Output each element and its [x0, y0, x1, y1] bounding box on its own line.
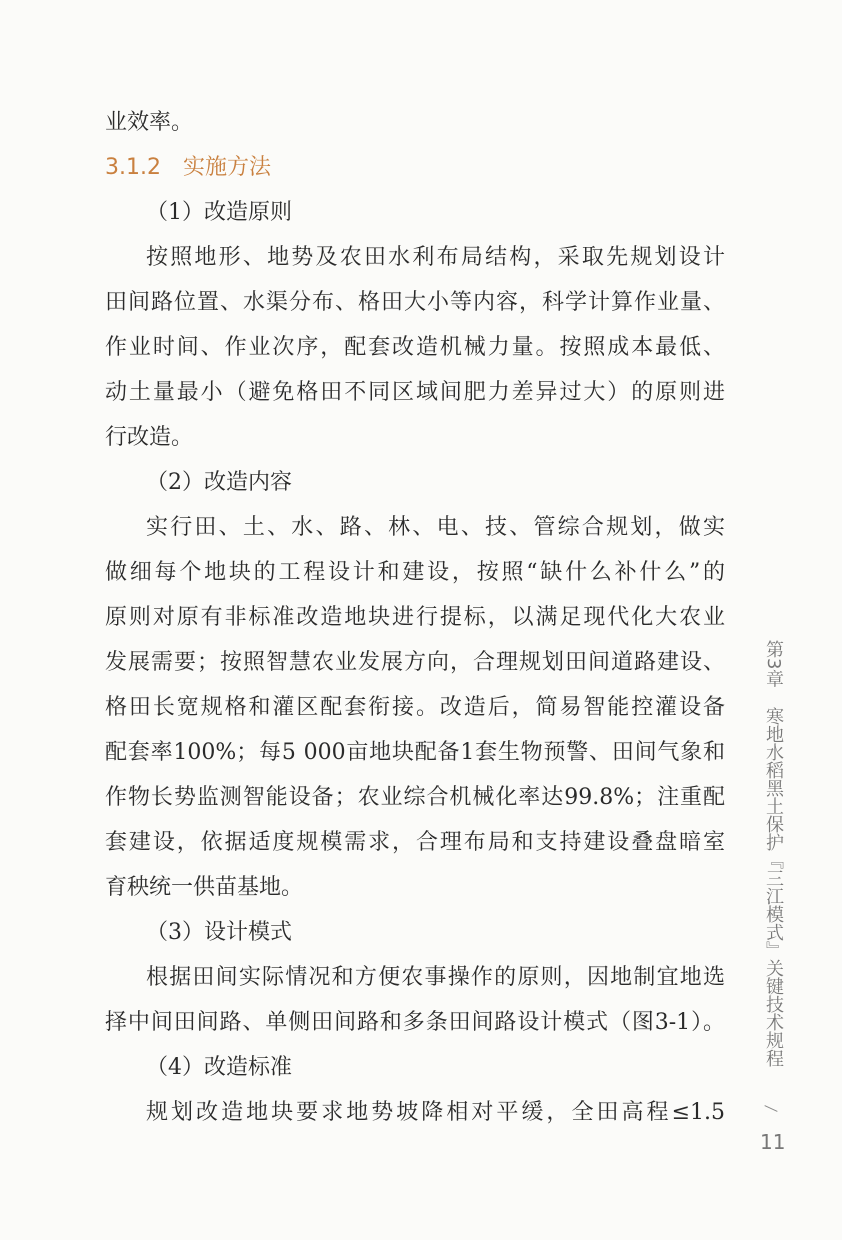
subheading: （3）设计模式 [146, 920, 292, 945]
section-heading [105, 145, 725, 190]
text-line: 业效率。 [105, 110, 194, 135]
text-line: 动土量最小（避免格田不同区域间肥力差异过大）的原则进 [105, 380, 725, 405]
chapter-title: 寒地水稻黑土保护『三江模式』关键技术规程 [763, 707, 784, 1068]
text-line: 套建设，依据适度规模需求，合理布局和支持建设叠盘暗室 [105, 830, 725, 855]
section-title: 实施方法 [182, 155, 271, 180]
text-line: 按照地形、地势及农田水利布局结构，采取先规划设计 [146, 245, 725, 270]
text-line: 作物长势监测智能设备；农业综合机械化率达99.8%；注重配 [105, 785, 725, 810]
separator [764, 1105, 777, 1112]
text-line: 做细每个地块的工程设计和建设，按照“缺什么补什么”的 [105, 560, 725, 585]
text-line: 配套率100%；每5 000亩地块配备1套生物预警、田间气象和 [105, 740, 725, 765]
text-line: 育秧统一供苗基地。 [105, 875, 304, 900]
page-body [105, 100, 725, 1135]
text-line: 田间路位置、水渠分布、格田大小等内容，科学计算作业量、 [105, 290, 725, 315]
text-line: 行改造。 [105, 425, 194, 450]
section-number: 3.1.2 [105, 155, 161, 180]
chapter-label: 第3章 [763, 640, 784, 688]
text-line: 发展需要；按照智慧农业发展方向，合理规划田间道路建设、 [105, 650, 725, 675]
text-line: 规划改造地块要求地势坡降相对平缓，全田高程≤1.5 [146, 1100, 725, 1125]
subheading: （4）改造标准 [146, 1055, 292, 1080]
text-line: 实行田、土、水、路、林、电、技、管综合规划，做实 [146, 515, 725, 540]
running-header [762, 640, 784, 1067]
page-number: 11 [760, 1130, 786, 1154]
subheading: （2）改造内容 [146, 470, 292, 495]
text-line: 格田长宽规格和灌区配套衔接。改造后，简易智能控灌设备 [105, 695, 725, 720]
subheading: （1）改造原则 [146, 200, 292, 225]
text-line: 择中间田间路、单侧田间路和多条田间路设计模式（图3-1）。 [105, 1010, 725, 1035]
text-line: 作业时间、作业次序，配套改造机械力量。按照成本最低、 [105, 335, 725, 360]
text-line: 根据田间实际情况和方便农事操作的原则，因地制宜地选 [146, 965, 725, 990]
text-line: 原则对原有非标准改造地块进行提标，以满足现代化大农业 [105, 605, 725, 630]
